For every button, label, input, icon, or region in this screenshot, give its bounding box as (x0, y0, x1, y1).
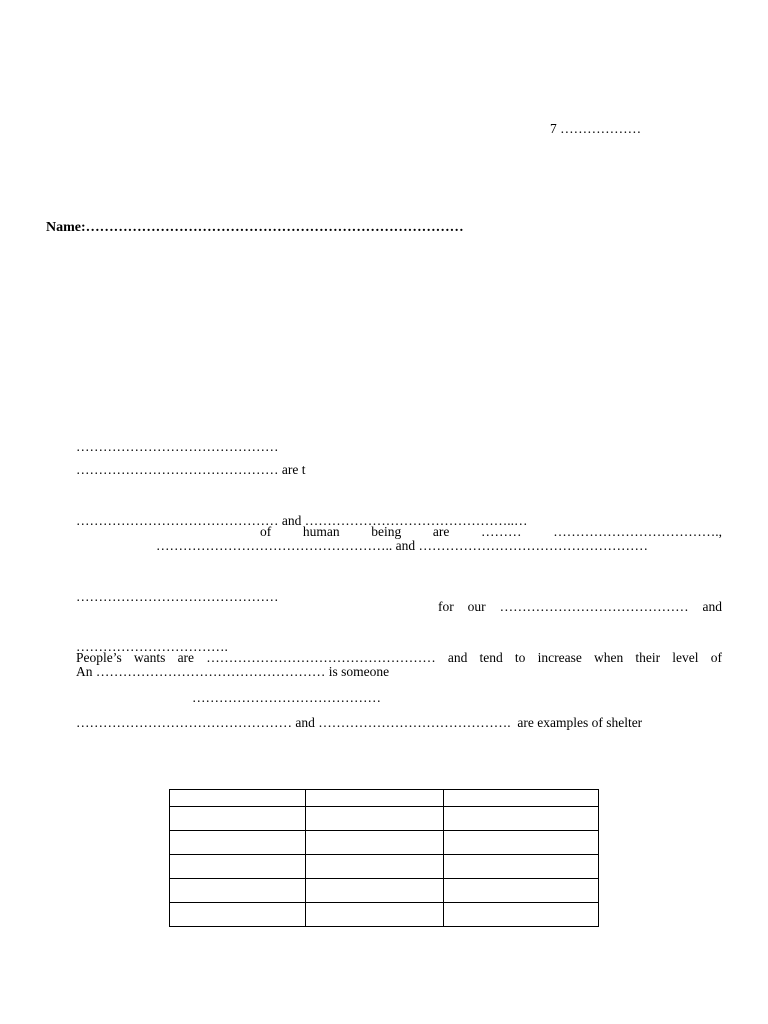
table-row (170, 903, 599, 927)
word: are (432, 524, 450, 539)
word: increase (537, 650, 582, 665)
word: and (447, 650, 468, 665)
table-cell[interactable] (170, 807, 306, 831)
word: of (260, 524, 272, 539)
word: when (593, 650, 624, 665)
answer-table (169, 789, 599, 927)
table-cell[interactable] (170, 879, 306, 903)
question-line-5: …………………………………………….. and …………………………………………… (156, 538, 648, 553)
table-cell[interactable] (306, 879, 444, 903)
name-field[interactable]: Name:……………………………………………………………………… (46, 220, 464, 235)
table-row (170, 855, 599, 879)
table-cell[interactable] (306, 855, 444, 879)
question-line-4: ……………………………………… and ………………………………………..… (76, 513, 528, 528)
table-cell[interactable] (170, 903, 306, 927)
blank[interactable]: ………………………………., (553, 524, 722, 539)
word: our (467, 599, 486, 614)
table-row (170, 807, 599, 831)
table-cell[interactable] (444, 790, 599, 807)
table-cell[interactable] (444, 855, 599, 879)
table-cell[interactable] (444, 831, 599, 855)
table-cell[interactable] (306, 790, 444, 807)
word: People’s (76, 650, 122, 665)
table-cell[interactable] (306, 903, 444, 927)
question-line-9: ……………………………. (76, 639, 228, 654)
table-row (170, 831, 599, 855)
blank[interactable]: …………………………………… (499, 599, 689, 614)
question-line-8 (76, 613, 722, 665)
word: their (635, 650, 661, 665)
word: being (371, 524, 402, 539)
blank[interactable]: …………………………………………… (206, 650, 436, 665)
table-cell[interactable] (444, 807, 599, 831)
word: for (438, 599, 454, 614)
table-cell[interactable] (170, 790, 306, 807)
word: to (514, 650, 526, 665)
word: human (302, 524, 340, 539)
table-cell[interactable] (444, 903, 599, 927)
word: level (672, 650, 699, 665)
question-line-2: ……………………………………… are t (76, 462, 306, 477)
word: tend (479, 650, 503, 665)
table-cell[interactable] (306, 807, 444, 831)
blank[interactable]: ……… (481, 524, 522, 539)
table-cell[interactable] (306, 831, 444, 855)
table-cell[interactable] (444, 879, 599, 903)
question-line-11: …………………………………… (192, 690, 381, 705)
word: wants (133, 650, 166, 665)
table-row (170, 879, 599, 903)
table-row (170, 790, 599, 807)
question-line-12: ………………………………………… and ……………………………………. are examples of shelter (76, 715, 643, 730)
question-line-1: ……………………………………… (76, 439, 279, 454)
word: of (710, 650, 722, 665)
word: are (177, 650, 195, 665)
table-cell[interactable] (170, 855, 306, 879)
question-line-6 (438, 562, 722, 614)
question-line-7: ……………………………………… (76, 589, 279, 604)
table-cell[interactable] (170, 831, 306, 855)
question-line-10: An …………………………………………… is someone (76, 664, 390, 679)
grade-line: 7 ……………… (550, 121, 642, 136)
word: and (702, 599, 722, 614)
